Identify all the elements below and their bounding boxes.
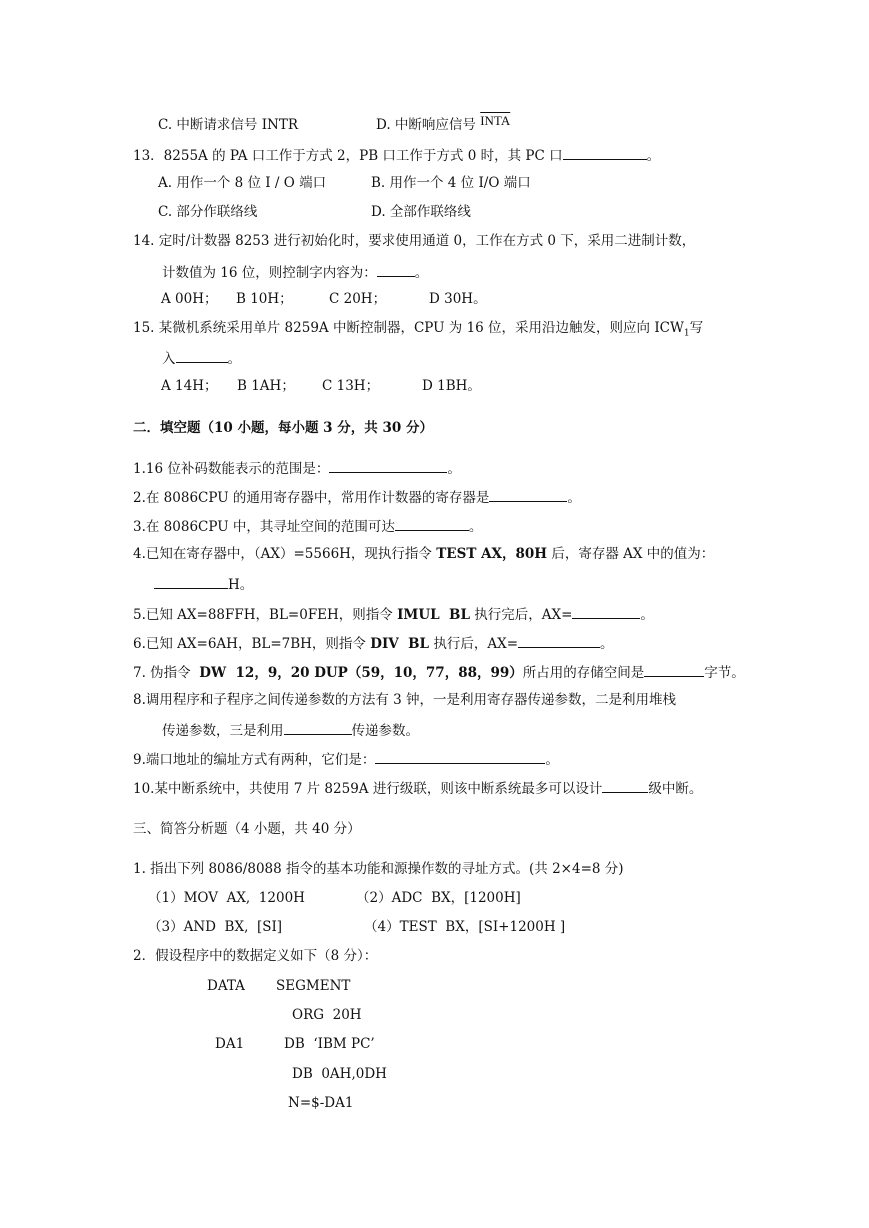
q12-option-c: C. 中断请求信号 INTR [158, 117, 299, 133]
q13-stem-end: 。 [646, 148, 661, 164]
q15-option-a: A 14H； [161, 378, 218, 394]
code-n-equ: N=$-DA1 [288, 1095, 354, 1111]
fill-q7-text2: 所占用的存储空间是 [522, 665, 645, 681]
fill-q10-text: 10.某中断系统中，共使用 7 片 8259A 进行级联，则该中断系统最多可以设计 [133, 781, 603, 797]
short-q1: 1. 指出下列 8086/8088 指令的基本功能和源操作数的寻址方式。(共 2×4=8 分) [133, 861, 624, 877]
fill-q9 [133, 749, 559, 769]
q15-option-b: B 1AH； [237, 378, 295, 394]
code-db-bytes: DB 0AH,0DH [292, 1066, 387, 1082]
fill-q8-line2 [162, 720, 419, 740]
fill-q4-instruction: TEST AX，80H [436, 546, 548, 562]
section2-title: 二．填空题（10 小题，每小题 3 分，共 30 分） [133, 420, 433, 436]
q14-option-b: B 10H； [236, 291, 293, 307]
short-q1-item2: （2）ADC BX，[1200H] [356, 890, 521, 906]
fill-q4-line2 [154, 574, 253, 594]
q14-stem-end: 。 [414, 265, 429, 281]
code-segment: SEGMENT [276, 978, 351, 994]
short-q2: 2．假设程序中的数据定义如下（8 分）： [133, 948, 378, 964]
q14-stem-line2 [162, 262, 428, 282]
q13-option-a: A. 用作一个 8 位 I / O 端口 [158, 175, 327, 191]
fill-q1-end: 。 [447, 461, 461, 477]
fill-q6-text2: 执行后，AX= [429, 636, 519, 652]
code-db-string: DB ‘IBM PC’ [284, 1036, 375, 1052]
q15-stem-text: 15. 某微机系统采用单片 8259A 中断控制器，CPU 为 16 位，采用沿边触发，则应向 ICW [133, 320, 684, 336]
fill-q3-text: 3.在 8086CPU 中，其寻址空间的范围可达 [133, 519, 395, 535]
fill-q7-end: 字节。 [704, 665, 745, 681]
fill-q9-text: 9.端口地址的编址方式有两种，它们是： [133, 752, 376, 768]
answer-blank[interactable] [489, 487, 567, 502]
fill-q8-text: 传递参数，三是利用 [162, 723, 284, 739]
fill-q5-end: 。 [640, 607, 654, 623]
answer-blank[interactable] [518, 633, 600, 648]
fill-q2-text: 2.在 8086CPU 的通用寄存器中，常用作计数器的寄存器是 [133, 490, 490, 506]
fill-q4-text2: 后，寄存器 AX 中的值为： [547, 546, 715, 562]
fill-q10-end: 级中断。 [648, 781, 703, 797]
fill-q6-end: 。 [600, 636, 614, 652]
fill-q7-text: 7. 伪指令 [133, 665, 200, 681]
answer-blank[interactable] [329, 458, 447, 473]
fill-q4 [133, 545, 714, 563]
q13-option-d: D. 全部作联络线 [371, 204, 471, 220]
answer-blank[interactable] [377, 262, 415, 277]
fill-q5-text2: 执行完后，AX= [469, 607, 573, 623]
q15-stem-line1 [133, 319, 703, 343]
answer-blank[interactable] [375, 749, 545, 764]
fill-q5-text: 5.已知 AX=88FFH，BL=0FEH，则指令 [133, 607, 398, 623]
fill-q4-end: H。 [228, 577, 254, 593]
q13-option-c: C. 部分作联络线 [158, 204, 258, 220]
answer-blank[interactable] [602, 778, 648, 793]
fill-q4-text: 4.已知在寄存器中，（AX）=5566H，现执行指令 [133, 546, 437, 562]
fill-q1 [133, 458, 461, 478]
code-data-label: DATA [207, 978, 245, 994]
fill-q5-instruction: IMUL BL [397, 607, 470, 623]
fill-q3-end: 。 [468, 519, 483, 535]
q12-option-d-label: D. 中断响应信号 [376, 117, 481, 133]
q15-subscript: 1 [683, 328, 690, 339]
q14-stem-line1: 14. 定时/计数器 8253 进行初始化时，要求使用通道 0，工作在方式 0 下，采用二进制计数， [133, 233, 696, 249]
fill-q9-end: 。 [545, 752, 559, 768]
q13-option-b: B. 用作一个 4 位 I/O 端口 [371, 175, 531, 191]
fill-q8-end: 传递参数。 [351, 723, 419, 739]
answer-blank[interactable] [284, 720, 352, 735]
fill-q6 [133, 633, 614, 653]
short-q1-item4: （4）TEST BX，[SI+1200H ] [364, 919, 566, 935]
q14-stem-text: 计数值为 16 位，则控制字内容为： [162, 265, 377, 281]
fill-q5 [133, 604, 654, 624]
q15-stem-text2: 入 [162, 351, 176, 367]
q15-stem-line2 [162, 348, 241, 368]
answer-blank[interactable] [154, 574, 228, 589]
q15-option-c: C 13H； [322, 378, 380, 394]
short-q1-item1: （1）MOV AX, 1200H [148, 890, 305, 906]
code-org: ORG 20H [292, 1007, 362, 1023]
q13-stem-text: 13．8255A 的 PA 口工作于方式 2，PB 口工作于方式 0 时，其 PC 口 [133, 148, 563, 164]
answer-blank[interactable] [563, 145, 647, 160]
answer-blank[interactable] [644, 662, 704, 677]
fill-q7 [133, 662, 745, 682]
fill-q8-line1: 8.调用程序和子程序之间传递参数的方法有 3 钟，一是利用寄存器传递参数，二是利用堆栈 [133, 692, 677, 708]
fill-q6-instruction: DIV BL [370, 636, 430, 652]
fill-q6-text: 6.已知 AX=6AH，BL=7BH，则指令 [133, 636, 371, 652]
short-q1-item3: （3）AND BX, [SI] [148, 919, 283, 935]
q14-option-c: C 20H； [329, 291, 387, 307]
answer-blank[interactable] [572, 604, 640, 619]
q14-option-a: A 00H； [161, 291, 218, 307]
q13-stem [133, 145, 660, 165]
fill-q2-end: 。 [567, 490, 581, 506]
fill-q3 [133, 516, 482, 536]
q12-option-d [376, 113, 511, 134]
q15-stem-end: 写 [689, 320, 704, 336]
fill-q2 [133, 487, 581, 507]
q15-option-d: D 1BH。 [422, 378, 481, 394]
inta-signal: INTA [480, 113, 511, 128]
fill-q7-instruction: DW 12，9，20 DUP（59，10，77，88，99） [199, 665, 523, 681]
code-da1-label: DA1 [215, 1036, 245, 1052]
answer-blank[interactable] [395, 516, 469, 531]
fill-q1-text: 1.16 位补码数能表示的范围是： [133, 461, 330, 477]
q15-stem-end2: 。 [227, 351, 241, 367]
q14-option-d: D 30H。 [429, 291, 487, 307]
fill-q10 [133, 778, 702, 798]
section3-title: 三、简答分析题（4 小题，共 40 分） [133, 821, 361, 837]
answer-blank[interactable] [176, 348, 228, 363]
